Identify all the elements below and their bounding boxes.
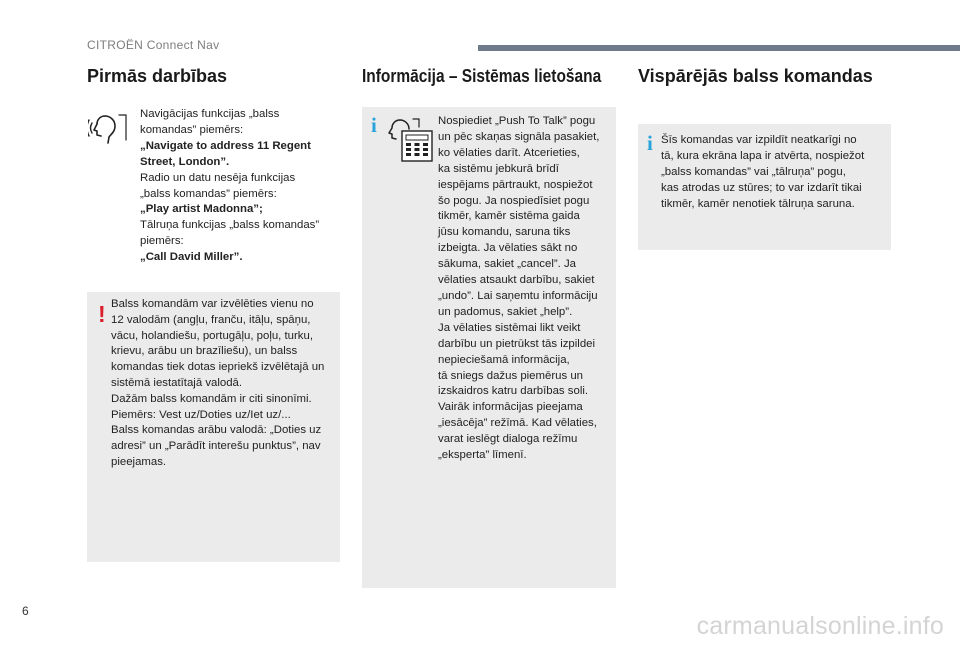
info-text: [661, 133, 889, 213]
text-line: „eksperta” līmenī.: [438, 449, 527, 462]
text-line: „balss komandas” vai „tālruņa” pogu,: [661, 165, 846, 178]
text-line: Dažām balss komandām ir citi sinonīmi.: [111, 392, 312, 405]
text-line: „Navigate to address 11 Regent: [140, 139, 311, 152]
col2-info-box: [362, 107, 616, 588]
text-line: Vairāk informācijas pieejama: [438, 401, 583, 414]
info-icon: i: [647, 131, 653, 155]
text-line: Street, London”.: [140, 155, 230, 168]
text-line: adresi” un „Parādīt interešu punktus”, nav: [111, 440, 321, 453]
text-line: šo pogu. Ja nospiedīsiet pogu: [438, 194, 590, 207]
text-line: ko vēlaties darīt. Atcerieties,: [438, 146, 580, 159]
text-line: piemērs:: [140, 235, 184, 248]
text-line: krievu, arābu un brazīliešu), un balss: [111, 345, 298, 358]
text-line: darbību un pietrūkst tās izpildei: [438, 337, 596, 350]
text-line: Ja vēlaties sistēmai likt veikt: [438, 321, 581, 334]
warning-text: [111, 297, 338, 471]
text-line: kas atrodas uz stūres; to var izdarīt tikai: [661, 181, 862, 194]
text-line: Radio un datu nesēja funkcijas: [140, 171, 296, 184]
warning-icon: !: [98, 301, 106, 327]
col1-title: Pirmās darbības: [87, 66, 228, 86]
info-icon: i: [371, 113, 377, 137]
text-line: Balss komandām var izvēlēties vienu no: [111, 298, 314, 310]
text-line: ka sistēmu jebkurā brīdī: [438, 162, 559, 175]
text-line: sākuma, sakiet „cancel”. Ja: [438, 258, 577, 271]
text-line: un pēc skaņas signāla pasakiet,: [438, 130, 600, 143]
text-line: „Play artist Madonna”;: [140, 203, 263, 216]
text-line: pieejamas.: [111, 455, 167, 468]
text-line: „iesācēja” režīmā. Kad vēlaties,: [438, 417, 597, 430]
text-line: jūsu komandu, saruna tiks: [438, 226, 571, 239]
text-line: varat ieslēgt dialoga režīmu: [438, 433, 578, 446]
text-line: 12 valodām (angļu, franču, itāļu, spāņu,: [111, 313, 311, 326]
text-line: iespējams pārtraukt, nospiežot: [438, 178, 593, 191]
text-line: Nospiediet „Push To Talk” pogu: [438, 115, 596, 127]
text-line: „undo”. Lai saņemtu informāciju: [438, 289, 598, 302]
header-product-name: CITROËN Connect Nav: [87, 38, 220, 52]
text-line: vācu, holandiešu, portugāļu, poļu, turku,: [111, 329, 314, 342]
text-line: Šīs komandas var izpildīt neatkarīgi no: [661, 134, 857, 146]
push-to-talk-keypad-icon: [388, 117, 434, 163]
text-line: un padomus, sakiet „help”.: [438, 305, 573, 318]
text-line: sistēmā iestatītajā valodā.: [111, 376, 243, 389]
info-text: [438, 114, 614, 464]
text-line: tā, kura ekrāna lapa ir atvērta, nospiežot: [661, 149, 865, 162]
text-line: izskaidros katru darbības soli.: [438, 385, 589, 398]
text-line: tikmēr, kamēr sistēma gaida: [438, 210, 580, 223]
text-line: vēlaties atsaukt darbību, sakiet: [438, 274, 595, 287]
header-bar: [478, 45, 960, 51]
text-line: „Call David Miller”.: [140, 251, 243, 264]
text-line: Piemērs: Vest uz/Doties uz/Iet uz/...: [111, 408, 291, 421]
text-line: tikmēr, kamēr nenotiek tālruņa saruna.: [661, 197, 855, 210]
col2-title: Informācija – Sistēmas lietošana: [362, 66, 602, 86]
voice-command-icon: [88, 112, 128, 146]
col3-title: Vispārējās balss komandas: [638, 66, 873, 86]
text-line: „balss komandas” piemērs:: [140, 187, 277, 200]
text-line: izbeigta. Ja vēlaties sākt no: [438, 242, 578, 255]
text-line: Navigācijas funkcijas „balss: [140, 108, 280, 120]
col3-info-box: [638, 124, 891, 250]
text-line: Tālruņa funkcijas „balss komandas”: [140, 219, 320, 232]
text-line: komandas” piemērs:: [140, 123, 244, 136]
col1-warning-box: [87, 292, 340, 562]
watermark: carmanualsonline.info: [696, 612, 944, 640]
text-line: Balss komandas arābu valodā: „Doties uz: [111, 424, 322, 437]
text-line: tā sniegs dažus piemērus un: [438, 369, 583, 382]
col1-nav-examples: [140, 107, 340, 266]
text-line: komandas tiek dotas iepriekš izvēlētajā un: [111, 361, 325, 374]
text-line: nepieciešamā informācija,: [438, 353, 570, 366]
page-number: 6: [22, 604, 29, 618]
